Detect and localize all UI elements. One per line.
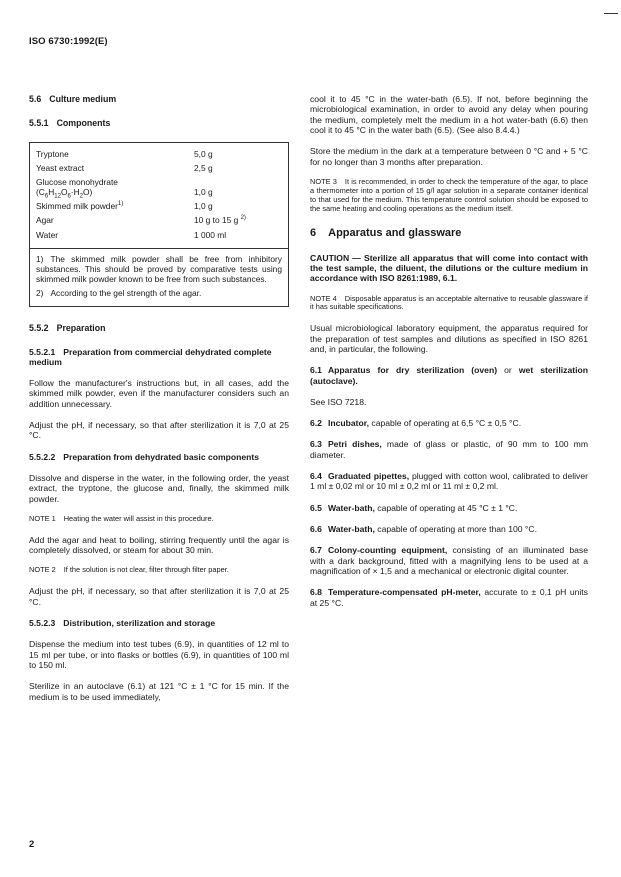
section-number: 5.5.2.2 xyxy=(29,451,56,462)
item-title: Petri dishes, xyxy=(327,439,382,450)
corner-mark xyxy=(604,13,618,14)
note-text: It is recommended, in order to check the temperature of the agar, to place a thermometer into a portion of 15 g/l agar solution in a separate container identical to that used for the medium. This temperature control solution should be exposed to the same heating and cooling operations as the medium itself. xyxy=(310,176,588,213)
component-value: 1 000 ml xyxy=(194,229,227,240)
formula-part: O) xyxy=(82,187,93,198)
note-label: NOTE 1 xyxy=(29,513,56,523)
footnote-text: According to the gel strength of the agar. xyxy=(50,287,202,298)
footnote-mark: 2) xyxy=(36,287,44,298)
item-number: 6.1 xyxy=(310,365,322,376)
apparatus-item-6-2 xyxy=(310,418,588,428)
table-row xyxy=(30,177,288,201)
item-title: Water-bath, xyxy=(327,502,375,513)
apparatus-item-6-5 xyxy=(310,503,588,513)
apparatus-item-6-4 xyxy=(310,471,588,492)
section-number: 5.5.2.3 xyxy=(29,617,56,628)
item-text: plugged with cotton wool, calibrated to deliver 1 ml ± 0,02 ml or 10 ml ± 0,2 ml or 11 ml ± 0,2 ml. xyxy=(310,471,588,492)
section-number: 5.5.2.1 xyxy=(29,346,56,357)
section-number: 5.6 xyxy=(29,94,42,104)
footnote-ref: 1) xyxy=(117,201,124,208)
item-text: consisting of an illuminated base with a dark background, fitted with a magnifying lens to be used at a magnification of × 1,5 and a mechanical or electronic digital counter. xyxy=(310,545,588,576)
item-title: Apparatus for dry sterilization (oven) xyxy=(327,365,498,376)
paragraph: Dispense the medium into test tubes (6.9), in quantities of 12 ml to 15 ml per tube, or into flasks or bottles (6.9), in quantities of 100 ml to 150 ml. xyxy=(29,639,289,670)
component-value-agar xyxy=(194,215,288,229)
footnote-text: The skimmed milk powder shall be free from inhibitory substances. This should be proved by comparative tests using skimmed milk powder known to be free from such substances. xyxy=(36,253,282,284)
table-footnotes xyxy=(30,248,288,306)
section-title: Preparation from dehydrated basic components xyxy=(63,451,260,462)
right-column xyxy=(310,94,588,619)
document-id: ISO 6730:1992(E) xyxy=(29,36,108,47)
page-number: 2 xyxy=(29,839,35,850)
footnote-ref: 2) xyxy=(240,215,246,222)
footnote xyxy=(36,254,282,284)
formula-part: H xyxy=(48,187,55,198)
component-value: 2,5 g xyxy=(194,163,213,174)
formula-part: O xyxy=(60,187,68,198)
note-1 xyxy=(29,515,289,524)
item-text: capable of operating at 6,5 °C ± 0,5 °C. xyxy=(369,418,522,429)
note-label: NOTE 4 xyxy=(310,293,337,303)
section-title: Components xyxy=(56,117,111,128)
note-label: NOTE 2 xyxy=(29,565,56,575)
item-number: 6.4 xyxy=(310,471,322,482)
section-5-5-2-heading xyxy=(29,323,289,334)
apparatus-item-6-3 xyxy=(310,439,588,460)
section-5-5-2-2-heading xyxy=(29,452,289,462)
item-number: 6.7 xyxy=(310,545,322,556)
component-name: Tryptone xyxy=(36,149,69,160)
formula-sub: 12 xyxy=(54,194,61,200)
section-number: 5.5.2 xyxy=(29,322,49,333)
table-row xyxy=(30,201,288,215)
glucose-formula xyxy=(36,187,93,200)
item-title-2: wet sterilization (autoclave). xyxy=(310,365,589,386)
component-name: Yeast extract xyxy=(36,163,85,174)
paragraph: Dissolve and disperse in the water, in the following order, the yeast extract, the tryptone, the glucose and, finally, the skimmed milk powder. xyxy=(29,473,289,504)
component-name: Agar xyxy=(36,215,54,226)
paragraph: Adjust the pH, if necessary, so that after sterilization it is 7,0 at 25 °C. xyxy=(29,420,289,441)
paragraph: Sterilize in an autoclave (6.1) at 121 °C ± 1 °C for 15 min. If the medium is to be used immediately, xyxy=(29,681,289,702)
table-row xyxy=(30,163,288,177)
formula-part: ·H xyxy=(70,187,80,198)
components-table xyxy=(30,149,288,244)
note-3 xyxy=(310,178,588,214)
item-title: Water-bath, xyxy=(327,524,375,534)
paragraph: Adjust the pH, if necessary, so that after sterilization it is 7,0 at 25 °C. xyxy=(29,586,289,607)
item-number: 6.2 xyxy=(310,418,322,429)
item-number: 6.3 xyxy=(310,439,322,450)
caution-text: CAUTION — Sterilize all apparatus that will come into contact with the test sample, the diluent, the dilutions or the culture medium in accordance with ISO 8261:1989, 6.1. xyxy=(310,252,588,284)
section-5-5-1-heading xyxy=(29,118,289,129)
table-row xyxy=(30,215,288,229)
note-label: NOTE 3 xyxy=(310,176,337,186)
item-text: capable of operating at more than 100 °C. xyxy=(374,524,537,534)
note-2 xyxy=(29,566,289,575)
agar-value: 10 g to 15 g xyxy=(194,215,239,226)
left-column xyxy=(29,94,289,713)
item-title: Incubator, xyxy=(327,418,370,429)
apparatus-reference: See ISO 7218. xyxy=(310,396,367,407)
item-title: Temperature-compensated pH-meter, xyxy=(327,587,481,598)
formula-sub: 6 xyxy=(67,194,71,200)
component-name-glucose xyxy=(30,177,194,201)
item-number: 6.5 xyxy=(310,502,322,513)
section-title: Preparation from commercial dehydrated complete medium xyxy=(29,346,272,367)
footnote-mark: 1) xyxy=(36,253,44,264)
section-6-heading xyxy=(310,227,588,240)
apparatus-item-6-1 xyxy=(310,365,588,386)
milk-label: Skimmed milk powder xyxy=(36,201,118,212)
section-5-5-2-1-heading xyxy=(29,347,289,368)
component-value: 1,0 g xyxy=(194,187,213,198)
paragraph: Store the medium in the dark at a temperature between 0 °C and + 5 °C for no longer than 3 months after preparation. xyxy=(310,146,588,167)
section-title: Apparatus and glassware xyxy=(328,227,462,240)
component-value: 5,0 g xyxy=(194,149,213,160)
item-text: accurate to ± 0,1 pH units at 25 °C. xyxy=(310,587,588,608)
note-4 xyxy=(310,295,588,313)
item-title: Graduated pipettes, xyxy=(327,471,410,482)
section-title: Distribution, sterilization and storage xyxy=(63,617,216,628)
section-5-6-heading xyxy=(29,94,289,105)
paragraph: cool it to 45 °C in the water-bath (6.5). If not, before beginning the microbiological examination, in order to avoid any delay when pouring the medium, completely melt the medium in a hot water-bath (6.6) then cool it to 45 °C in the water bath (6.5). (See also 8.4.4.) xyxy=(310,94,588,135)
item-text: capable of operating at 45 °C ± 1 °C. xyxy=(374,502,518,513)
item-number: 6.8 xyxy=(310,587,322,598)
table-row xyxy=(30,149,288,163)
component-name: Water xyxy=(36,229,59,240)
glucose-label: Glucose monohydrate xyxy=(36,177,118,188)
note-text: If the solution is not clear, filter through filter paper. xyxy=(63,565,229,575)
component-name-milk xyxy=(30,201,194,215)
formula-part: (C xyxy=(36,187,45,198)
paragraph: Usual microbiological laboratory equipment, the apparatus required for the preparation of test samples and dilutions as specified in ISO 8261 and, in particular, the following. xyxy=(310,323,588,354)
section-number: 5.5.1 xyxy=(29,117,49,128)
apparatus-item-6-6 xyxy=(310,524,588,534)
section-title: Culture medium xyxy=(49,94,117,104)
item-connector: or xyxy=(497,365,519,376)
note-text: Heating the water will assist in this procedure. xyxy=(63,513,214,523)
paragraph: Add the agar and heat to boiling, stirring frequently until the agar is completely dissolved, or steam for about 30 min. xyxy=(29,534,289,556)
component-value: 1,0 g xyxy=(194,201,213,212)
section-title: Preparation xyxy=(56,322,106,333)
item-text: made of glass or plastic, of 90 mm to 100 mm diameter. xyxy=(310,439,589,460)
section-5-5-2-3-heading xyxy=(29,618,289,628)
footnote xyxy=(36,288,282,298)
formula-sub: 6 xyxy=(44,194,49,200)
apparatus-item-6-8 xyxy=(310,587,588,608)
paragraph: Follow the manufacturer's instructions but, in all cases, add the skimmed milk powder, even if the manufacturer considers such an addition unnecessary. xyxy=(29,378,289,409)
table-row xyxy=(30,230,288,244)
components-box xyxy=(29,142,289,307)
formula-sub: 2 xyxy=(79,194,83,200)
note-text: Disposable apparatus is an acceptable alternative to reusable glassware if it has suitable specifications. xyxy=(310,293,588,312)
apparatus-item-6-7 xyxy=(310,545,588,576)
item-number: 6.6 xyxy=(310,524,322,534)
item-title: Colony-counting equipment, xyxy=(327,545,448,556)
section-number: 6 xyxy=(310,227,317,240)
